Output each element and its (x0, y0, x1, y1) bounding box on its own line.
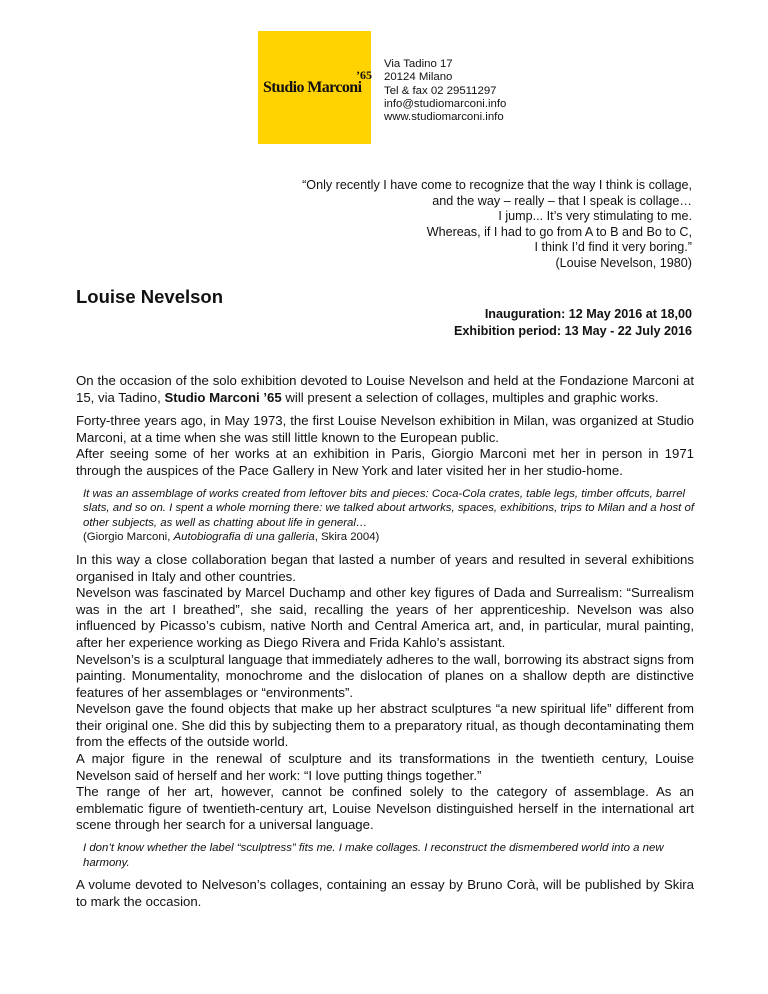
intro-paragraph (76, 373, 694, 406)
marconi-quote-text: It was an assemblage of works created from leftover bits and pieces: Coca-Cola crates, table legs, timber offcuts, barrel slats, and so on. I spent a whole morning there: we talked about artworks, spaces, exhibitions, trips to Milan and a host of other subjects, as well as chatting about life in general… (83, 487, 694, 529)
logo-name: Studio Marconi (263, 79, 362, 96)
paragraph: A major figure in the renewal of sculpture and its transformations in the twentieth century, Louise Nevelson said of herself and her work: “I love putting things together.” (76, 751, 694, 783)
paragraph: After seeing some of her works at an exhibition in Paris, Giorgio Marconi met her in person in 1971 through the auspices of the Pace Gallery in New York and later visited her in her studio-home. (76, 446, 694, 478)
epigraph-quote (302, 178, 692, 271)
epigraph-line: I think I’d find it very boring.” (534, 240, 692, 254)
press-release-body (76, 373, 694, 910)
inauguration-date: Inauguration: 12 May 2016 at 18,00 (484, 307, 692, 321)
paragraph: Nevelson gave the found objects that make up her abstract sculptures “a new spiritual life” different from their original one. She did this by subjecting them to a preparatory ritual, as though decontaminating them from the effects of the outside world. (76, 701, 694, 750)
address-block (384, 58, 506, 124)
marconi-quote-source (83, 530, 694, 545)
paragraph: The range of her art, however, cannot be confined solely to the category of assemblage. As an emblematic figure of twentieth-century art, Louise Nevelson distinguished herself in the international art scene through her search for a universal language. (76, 784, 694, 833)
address-phone: Tel & fax 02 29511297 (384, 84, 497, 97)
epigraph-line: I jump... It’s very stimulating to me. (498, 209, 692, 223)
nevelson-quote: I don’t know whether the label “sculptress” fits me. I make collages. I reconstruct the dismembered world into a new harmony. (83, 842, 664, 869)
epigraph-line: and the way – really – that I speak is collage… (432, 193, 692, 208)
epigraph-attribution: (Louise Nevelson, 1980) (555, 255, 692, 270)
quote-source-prefix: (Giorgio Marconi, (83, 531, 174, 544)
address-city: 20124 Milano (384, 71, 453, 84)
intro-text: On the occasion of the solo exhibition devoted to Louise Nevelson and held at the Fondazione Marconi at 15, via Tadino, (76, 373, 694, 405)
address-email[interactable]: info@studiomarconi.info (384, 97, 507, 110)
marconi-quote (83, 487, 694, 545)
exhibition-dates (454, 306, 692, 340)
intro-gallery-name: Studio Marconi ’65 (164, 389, 282, 405)
epigraph-line: Whereas, if I had to go from A to B and Bo to C, (426, 224, 692, 239)
address-street: Via Tadino 17 (384, 58, 453, 70)
studio-marconi-logo (258, 31, 371, 144)
paragraph: In this way a close collaboration began that lasted a number of years and resulted in several exhibitions organised in Italy and other countries. (76, 551, 694, 584)
logo-year: ’65 (356, 68, 372, 82)
closing-paragraph: A volume devoted to Nelveson’s collages, containing an essay by Bruno Corà, will be published by Skira to mark the occasion. (76, 877, 694, 909)
intro-text-end: will present a selection of collages, multiples and graphic works. (281, 389, 659, 405)
address-website[interactable]: www.studiomarconi.info (384, 111, 504, 124)
quote-source-title: Autobiografia di una galleria (173, 531, 315, 544)
paragraph: Forty-three years ago, in May 1973, the first Louise Nevelson exhibition in Milan, was organized at Studio Marconi, at a time when she was still little known to the European public. (76, 413, 694, 445)
exhibition-period: Exhibition period: 13 May - 22 July 2016 (454, 324, 692, 338)
page-title: Louise Nevelson (76, 286, 224, 307)
paragraph: Nevelson was fascinated by Marcel Duchamp and other key figures of Dada and Surrealism: “Surrealism was in the art I breathed”, she said, recalling the years of her apprenticeship. Nevelson was also influenced by Picasso’s cubism, native North and Central America art, and, in particular, mural painting, after her experience working as Diego Rivera and Frida Kahlo’s assistant. (76, 585, 694, 650)
quote-source-suffix: , Skira 2004) (314, 531, 380, 544)
epigraph-line: “Only recently I have come to recognize that the way I think is collage, (302, 178, 692, 192)
paragraph: Nevelson’s is a sculptural language that immediately adheres to the wall, borrowing its abstract signs from painting. Monumentality, monochrome and the dislocation of planes on a shallow depth are distinctive features of her assemblages or “environments”. (76, 651, 694, 700)
